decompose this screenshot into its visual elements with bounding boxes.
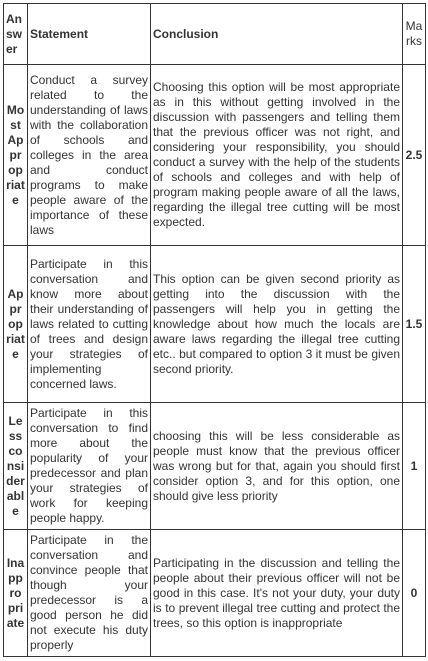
header-conclusion: Conclusion	[151, 4, 403, 65]
header-marks: Marks	[403, 4, 426, 65]
answer-cell: Inappropriate	[4, 530, 28, 657]
table-row	[4, 246, 426, 403]
conclusion-cell: choosing this will be less considerable as people must know that the previous officer was wrong but for that, again you should first consider option 3, and for this option, one should give less priority	[151, 403, 403, 530]
statement-cell: Conduct a survey related to the understanding of laws with the collaboration of schools and colleges in the area and conduct programs to make people aware of the importance of these laws	[28, 65, 151, 246]
header-statement: Statement	[28, 4, 151, 65]
conclusion-cell: Participating in the discussion and telling the people about their previous officer will not be good in this case. It's not your duty, your duty is to prevent illegal tree cutting and protect the trees, so this option is inappropriate	[151, 530, 403, 657]
table-header-row	[4, 4, 426, 65]
marks-cell: 2.5	[403, 65, 426, 246]
conclusion-cell: This option can be given second priority as getting into the discussion with the passengers will help you in getting the knowledge about how much the locals are aware laws regarding the illegal tree cutting etc.. but compared to option 3 it must be given second priority.	[151, 246, 403, 403]
conclusion-cell: Choosing this option will be most appropriate as in this without getting involved in the discussion with passengers and telling them that the previous officer was not right, and considering your responsibility, you should conduct a survey with the help of the students of schools and colleges and with help of program making people aware of all the laws, regarding the illegal tree cutting will be most expected.	[151, 65, 403, 246]
statement-cell: Participate in this conversation and know more about their understanding of laws related to cutting of trees and design your strategies of implementing concerned laws.	[28, 246, 151, 403]
table-row	[4, 65, 426, 246]
answer-cell: Appropriate	[4, 246, 28, 403]
statement-cell: Participate in this conversation to find more about the popularity of your predecessor and plan your strategies of work for keeping people happy.	[28, 403, 151, 530]
marks-cell: 1.5	[403, 246, 426, 403]
answer-cell: Less considerable	[4, 403, 28, 530]
header-answer: Answer	[4, 4, 28, 65]
marks-cell: 1	[403, 403, 426, 530]
statement-cell: Participate in the conversation and convince people that though your predecessor is a good person he did not execute his duty properly	[28, 530, 151, 657]
table-row	[4, 403, 426, 530]
answer-cell: Most Appropriate	[4, 65, 28, 246]
marks-cell: 0	[403, 530, 426, 657]
answer-table	[3, 3, 426, 657]
table-row	[4, 530, 426, 657]
